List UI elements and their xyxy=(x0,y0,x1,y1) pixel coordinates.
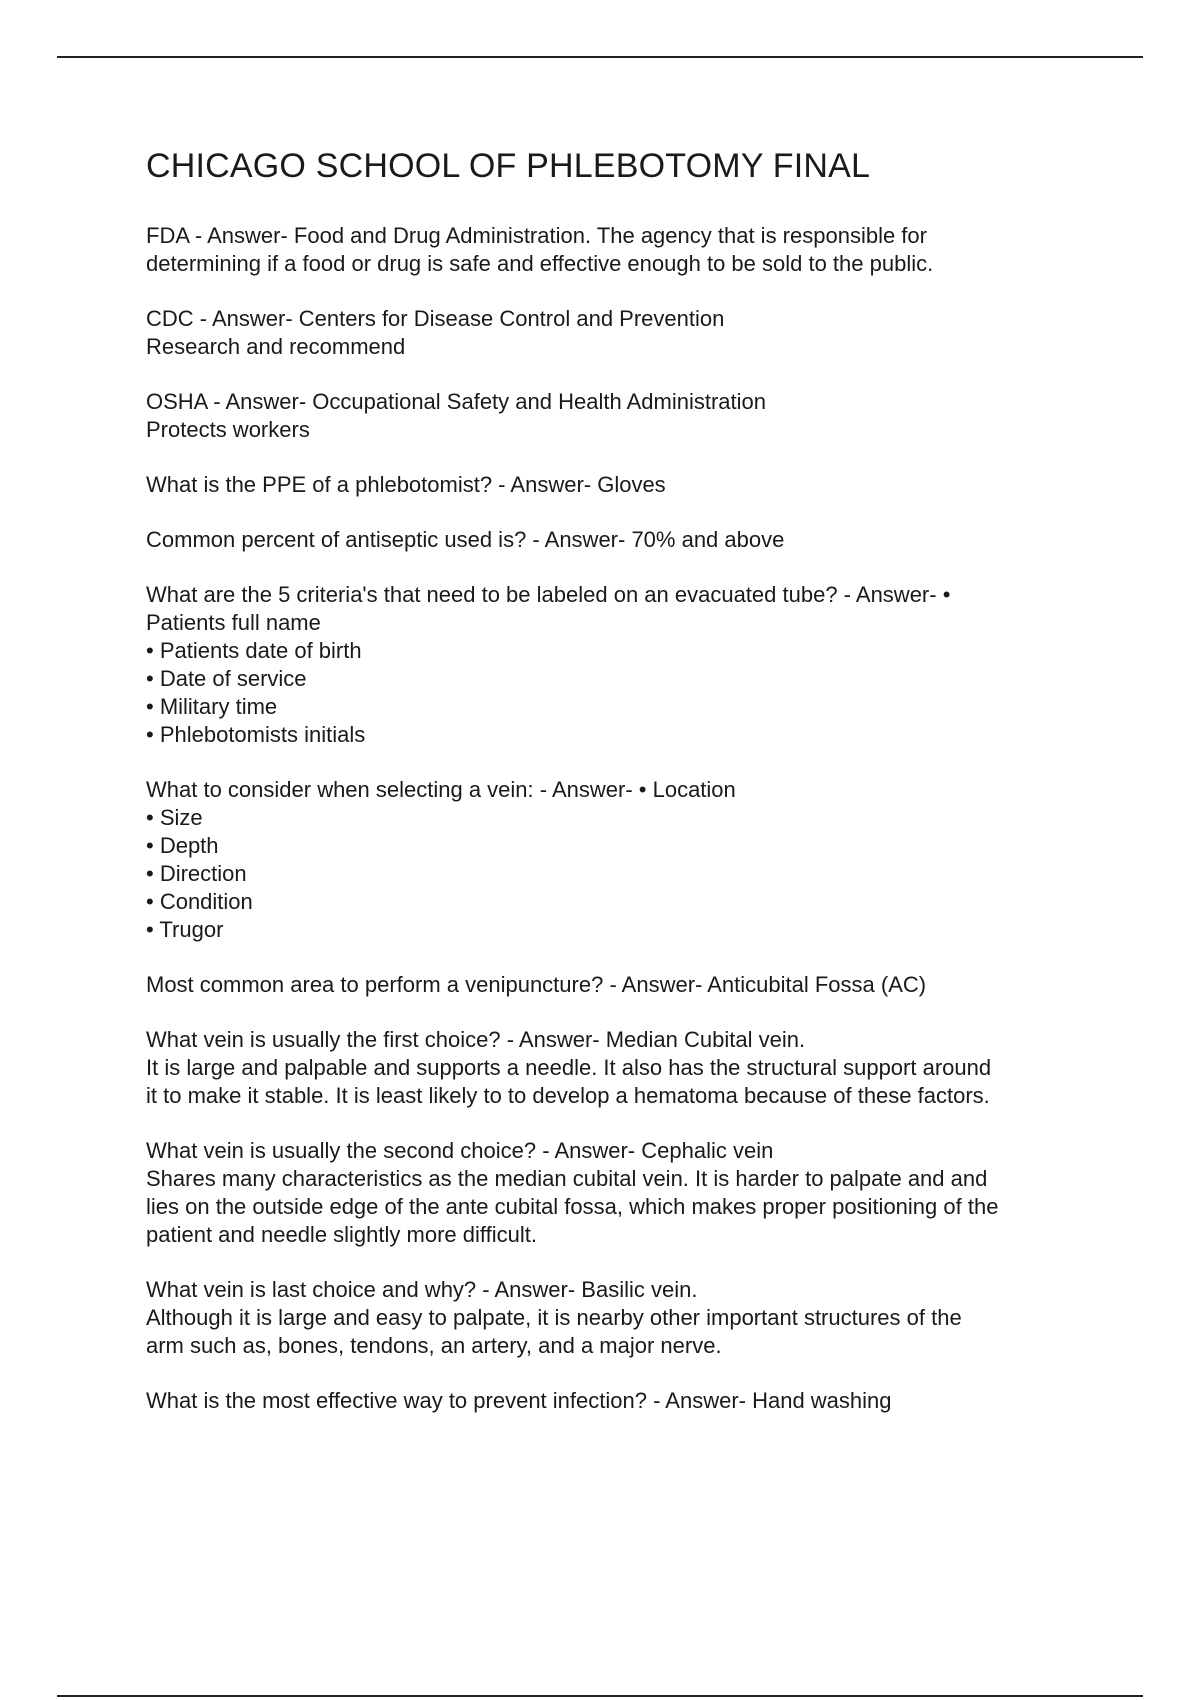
qa-item-osha: OSHA - Answer- Occupational Safety and Health Administration Protects workers xyxy=(146,389,766,442)
bottom-divider xyxy=(57,1695,1143,1697)
qa-item-ppe: What is the PPE of a phlebotomist? - Answer- Gloves xyxy=(146,472,666,497)
qa-item-cdc: CDC - Answer- Centers for Disease Control and Prevention Research and recommend xyxy=(146,306,725,359)
qa-item-tube-labels: What are the 5 criteria's that need to be labeled on an evacuated tube? - Answer- • Patients full name • Patients date of birth • Date of service • Military time • Phlebotomists initials xyxy=(146,582,951,747)
qa-item-infection-prevention: What is the most effective way to prevent infection? - Answer- Hand washing xyxy=(146,1388,892,1413)
top-divider xyxy=(57,56,1143,58)
qa-item-vein-selection: What to consider when selecting a vein: - Answer- • Location • Size • Depth • Direction • Condition • Trugor xyxy=(146,777,736,942)
qa-item-antiseptic: Common percent of antiseptic used is? - Answer- 70% and above xyxy=(146,527,785,552)
qa-item-venipuncture-area: Most common area to perform a venipuncture? - Answer- Anticubital Fossa (AC) xyxy=(146,972,927,997)
document-body xyxy=(146,140,1096,1442)
page-title: CHICAGO SCHOOL OF PHLEBOTOMY FINAL xyxy=(146,147,871,185)
qa-item-fda: FDA - Answer- Food and Drug Administration. The agency that is responsible for determining if a food or drug is safe and effective enough to be sold to the public. xyxy=(146,223,934,276)
qa-item-second-choice-vein: What vein is usually the second choice? - Answer- Cephalic vein Shares many characteristics as the median cubital vein. It is harder to palpate and and lies on the outside edge of the ante cubital fossa, which makes proper positioning of the patient and needle slightly more difficult. xyxy=(146,1138,999,1247)
qa-item-last-choice-vein: What vein is last choice and why? - Answer- Basilic vein. Although it is large and easy to palpate, it is nearby other important structures of the arm such as, bones, tendons, an artery, and a major nerve. xyxy=(146,1277,962,1358)
qa-item-first-choice-vein: What vein is usually the first choice? - Answer- Median Cubital vein. It is large and palpable and supports a needle. It also has the structural support around it to make it stable. It is least likely to to develop a hematoma because of these factors. xyxy=(146,1027,992,1108)
